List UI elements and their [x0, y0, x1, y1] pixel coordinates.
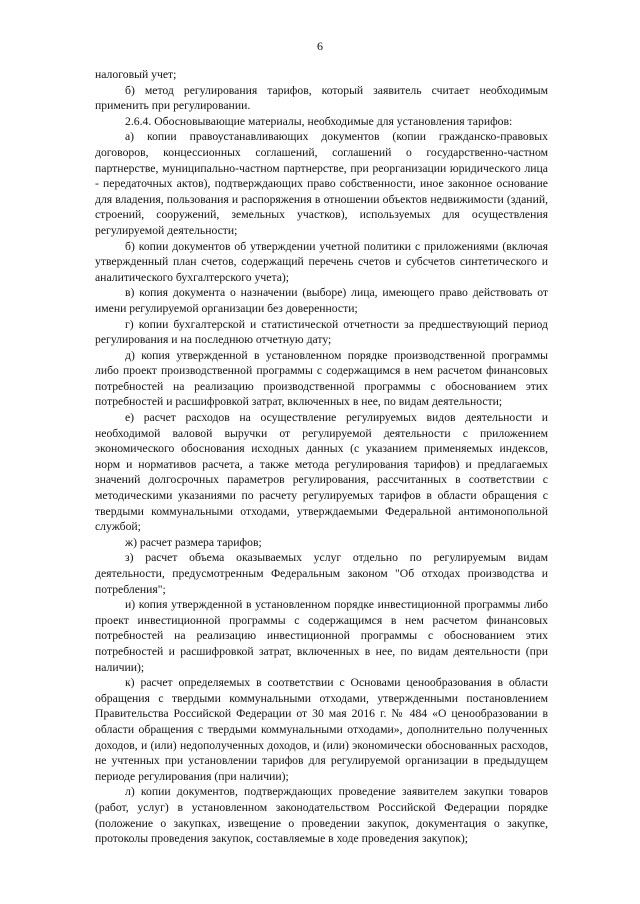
paragraph-item-g: г) копии бухгалтерской и статистической отчетности за предшествующий период регулирования и на последнюю отчетную дату; [95, 317, 548, 347]
page-number: 6 [317, 39, 323, 53]
paragraph-item-i: и) копия утвержденной в установленном порядке инвестиционной программы либо проект инвестиционной программы с содержащимся в нем расчетом финансовых потребностей на реализацию инвестиционной программы с обоснованием этих потребностей и расшифровкой затрат, включенных в нее, по видам деятельности (при наличии); [95, 598, 548, 674]
paragraph-section-2-6-4: 2.6.4. Обосновывающие материалы, необходимые для установления тарифов: [125, 114, 513, 128]
paragraph-item-zh: ж) расчет размера тарифов; [125, 535, 262, 549]
paragraph-item-b: б) копии документов об утверждении учетной политики с приложениями (включая утвержденный план счетов, содержащий перечень счетов и субсчетов синтетического и аналитического бухгалтерского учета); [95, 239, 548, 284]
paragraph-item-v: в) копия документа о назначении (выборе) лица, имеющего право действовать от имени регулируемой организации без доверенности; [95, 286, 548, 315]
paragraph-item-b-method: б) метод регулирования тарифов, который заявитель считает необходимым применить при регулировании. [95, 83, 548, 113]
paragraph-tax-accounting: налоговый учет; [95, 68, 177, 81]
paragraph-item-l: л) копии документов, подтверждающих проведение заявителем закупки товаров (работ, услуг) в установленном законодательством Российской Федерации порядке (положение о закупках, извещение о проведении закупок, документация о закупке, протоколы проведения закупок, составляемые в ходе проведения закупок); [95, 785, 548, 846]
paragraph-item-d: д) копия утвержденной в установленном порядке производственной программы либо проект производственной программы с содержащимся в нем расчетом финансовых потребностей на реализацию производственной программы с обоснованием этих потребностей и расшифровкой затрат, включенных в нее, по видам деятельности; [95, 348, 548, 409]
document-body [95, 67, 548, 847]
paragraph-item-a: а) копии правоустанавливающих документов (копии гражданско-правовых договоров, концессионных соглашений, соглашений о государственно-частном партнерстве, муниципально-частном партнерстве, при реорганизации юридического лица - передаточных актов), подтверждающих право собственности, иное законное основание для владения, пользования и распоряжения в отношении объектов недвижимости (зданий, строений, сооружений, земельных участков), используемых для осуществления регулируемой деятельности; [95, 130, 548, 237]
paragraph-item-k: к) расчет определяемых в соответствии с Основами ценообразования в области обращения с твердыми коммунальными отходами, утвержденными постановлением Правительства Российской Федерации от 30 мая 2016 г. № 484 «О ценообразовании в области обращения с твердыми коммунальными отходами», дополнительно полученных доходов, и (или) недополученных доходов, и (или) экономически обоснованных расходов, не учтенных при установлении тарифов для регулируемой организации в предыдущем периоде регулирования (при наличии); [95, 676, 548, 783]
paragraph-item-e: е) расчет расходов на осуществление регулируемых видов деятельности и необходимой валовой выручки от регулируемой деятельности с приложением экономического обоснования исходных данных (с указанием применяемых индексов, норм и нормативов расчета, а также метода регулирования тарифов) и предлагаемых значений долгосрочных параметров регулирования, рассчитанных в соответствии с методическими указаниями по расчету регулируемых тарифов в области обращения с твердыми коммунальными отходами, утверждаемыми Федеральной антимонопольной службой; [95, 411, 548, 534]
paragraph-item-z: з) расчет объема оказываемых услуг отдельно по регулируемым видам деятельности, предусмотренным Федеральным законом "Об отходах производства и потребления"; [95, 551, 548, 596]
